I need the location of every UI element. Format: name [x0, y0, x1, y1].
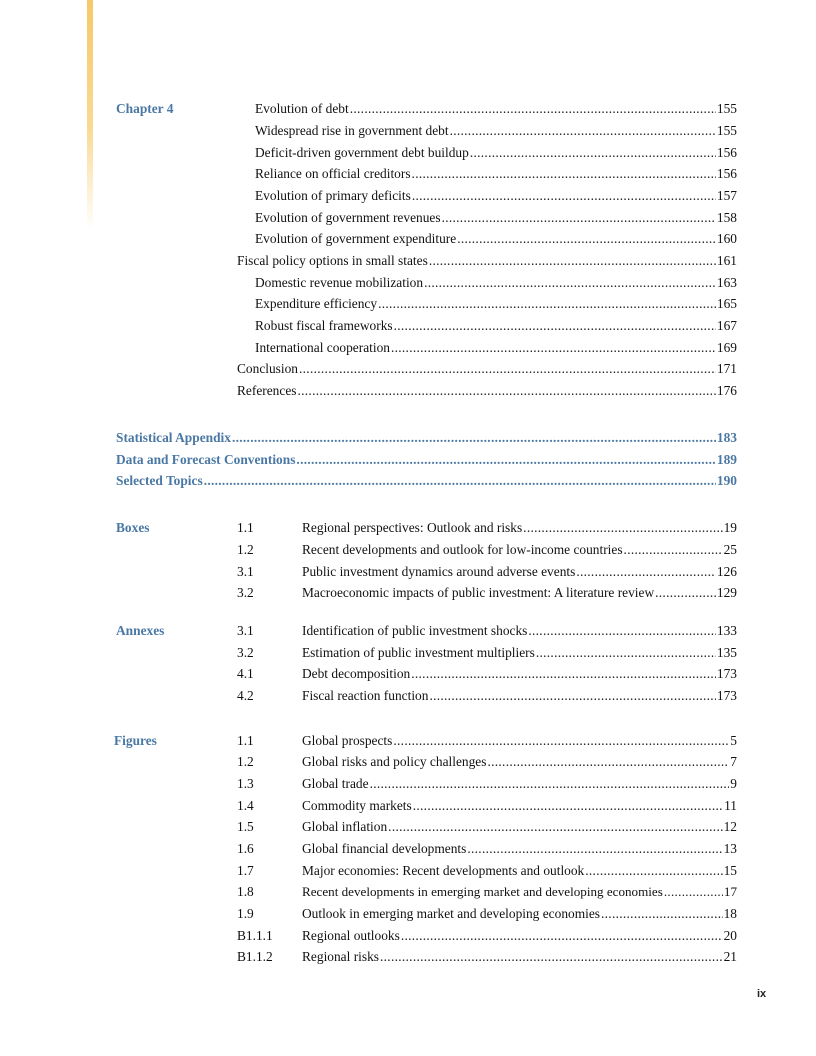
- toc-entry-title: Statistical Appendix: [116, 430, 231, 445]
- toc-entry-page: 173: [716, 666, 737, 681]
- figure-number: B1.1.2: [237, 949, 273, 964]
- toc-entry[interactable]: [302, 947, 737, 967]
- figure-number: 1.1: [237, 733, 254, 748]
- toc-entry[interactable]: [237, 359, 737, 379]
- toc-entry-page: 161: [716, 253, 737, 268]
- toc-entry-page: 12: [723, 819, 737, 834]
- toc-entry[interactable]: [302, 882, 737, 902]
- toc-entry-title: Major economies: Recent developments and outlook: [302, 863, 585, 878]
- toc-entry-page: 135: [716, 645, 737, 660]
- figure-number: 1.2: [237, 754, 254, 769]
- toc-entry-page: 158: [716, 210, 737, 225]
- toc-entry[interactable]: [302, 518, 737, 538]
- toc-entry-page: 160: [716, 231, 737, 246]
- toc-entry-title: Global inflation: [302, 819, 388, 834]
- box-number: 1.1: [237, 520, 254, 535]
- toc-entry[interactable]: [302, 926, 737, 946]
- toc-entry-page: 5: [730, 733, 737, 748]
- toc-entry[interactable]: [302, 540, 737, 560]
- toc-entry-page: 157: [716, 188, 737, 203]
- figure-number: 1.6: [237, 841, 254, 856]
- toc-entry-page: 126: [716, 564, 737, 579]
- toc-entry[interactable]: [237, 381, 737, 401]
- toc-entry-title: Identification of public investment shocks: [302, 623, 528, 638]
- figure-number: 1.4: [237, 798, 254, 813]
- toc-entry-title: Conclusion: [237, 361, 299, 376]
- toc-entry-page: 173: [716, 688, 737, 703]
- box-number: 3.1: [237, 564, 254, 579]
- toc-entry-title: Global financial developments: [302, 841, 467, 856]
- toc-entry-page: 189: [716, 452, 737, 467]
- annex-number: 3.1: [237, 623, 254, 638]
- toc-back-matter-entry[interactable]: [116, 450, 737, 470]
- toc-entry[interactable]: [302, 621, 737, 641]
- toc-entry[interactable]: [302, 583, 737, 603]
- toc-entry-title: Public investment dynamics around adverse events: [302, 564, 576, 579]
- toc-entry-title: Robust fiscal frameworks: [255, 318, 393, 333]
- toc-entry[interactable]: [255, 143, 737, 163]
- toc-entry-page: 7: [730, 754, 737, 769]
- toc-entry[interactable]: [302, 839, 737, 859]
- toc-entry-title: Evolution of government revenues: [255, 210, 441, 225]
- toc-entry[interactable]: [255, 208, 737, 228]
- toc-entry-title: Debt decomposition: [302, 666, 411, 681]
- toc-entry[interactable]: [255, 273, 737, 293]
- toc-entry-title: Data and Forecast Conventions: [116, 452, 296, 467]
- toc-entry-page: 18: [723, 906, 737, 921]
- toc-entry[interactable]: [302, 904, 737, 924]
- toc-entry-page: 190: [716, 473, 737, 488]
- figure-number: 1.8: [237, 884, 254, 899]
- annex-number: 3.2: [237, 645, 254, 660]
- annexes-label: Annexes: [116, 623, 165, 638]
- toc-entry-title: Expenditure efficiency: [255, 296, 378, 311]
- toc-entry-page: 20: [723, 928, 737, 943]
- toc-entry[interactable]: [302, 643, 737, 663]
- chapter-4-label: Chapter 4: [116, 101, 174, 116]
- toc-entry[interactable]: [302, 861, 737, 881]
- toc-entry[interactable]: [255, 229, 737, 249]
- toc-entry-page: 129: [716, 585, 737, 600]
- toc-entry-title: Regional risks: [302, 949, 379, 964]
- toc-back-matter-entry[interactable]: [116, 428, 737, 448]
- toc-entry[interactable]: [255, 316, 737, 336]
- annex-number: 4.2: [237, 688, 254, 703]
- toc-entry-title: Regional outlooks: [302, 928, 400, 943]
- toc-entry-page: 25: [723, 542, 737, 557]
- toc-entry-page: 21: [723, 949, 737, 964]
- toc-entry-title: International cooperation: [255, 340, 390, 355]
- box-number: 1.2: [237, 542, 254, 557]
- toc-entry-title: Widespread rise in government debt: [255, 123, 449, 138]
- toc-entry-title: Global trade: [302, 776, 369, 791]
- toc-entry[interactable]: [302, 774, 737, 794]
- toc-entry[interactable]: [302, 817, 737, 837]
- figure-number: B1.1.1: [237, 928, 273, 943]
- toc-entry[interactable]: [302, 796, 737, 816]
- toc-entry-title: Domestic revenue mobilization: [255, 275, 424, 290]
- figures-label: Figures: [114, 733, 157, 748]
- toc-entry-page: 183: [716, 430, 737, 445]
- toc-entry-title: Deficit-driven government debt buildup: [255, 145, 469, 160]
- toc-entry-title: Evolution of primary deficits: [255, 188, 411, 203]
- toc-entry-page: 169: [716, 340, 737, 355]
- toc-entry-title: Recent developments in emerging market and developing economies: [302, 884, 663, 899]
- page-number: ix: [757, 988, 767, 1000]
- toc-entry-title: Evolution of government expenditure: [255, 231, 457, 246]
- toc-entry-title: Evolution of debt: [255, 101, 349, 116]
- toc-entry-page: 156: [716, 166, 737, 181]
- box-number: 3.2: [237, 585, 254, 600]
- toc-entry[interactable]: [302, 562, 737, 582]
- toc-entry[interactable]: [302, 731, 737, 751]
- figure-number: 1.3: [237, 776, 254, 791]
- toc-entry-title: Macroeconomic impacts of public investment: A literature review: [302, 585, 655, 600]
- toc-entry[interactable]: [302, 664, 737, 684]
- toc-entry-title: Fiscal policy options in small states: [237, 253, 428, 268]
- toc-entry[interactable]: [255, 99, 737, 119]
- toc-entry-page: 17: [723, 884, 737, 899]
- toc-entry-page: 13: [723, 841, 737, 856]
- boxes-label: Boxes: [116, 520, 150, 535]
- toc-entry-title: References: [237, 383, 297, 398]
- toc-back-matter-entry[interactable]: [116, 471, 737, 491]
- toc-entry-page: 155: [716, 101, 737, 116]
- annex-number: 4.1: [237, 666, 254, 681]
- toc-entry[interactable]: [255, 121, 737, 141]
- toc-entry-page: 156: [716, 145, 737, 160]
- toc-entry-page: 165: [716, 296, 737, 311]
- toc-entry-title: Global risks and policy challenges: [302, 754, 487, 769]
- toc-entry-page: 19: [723, 520, 737, 535]
- toc-entry[interactable]: [237, 251, 737, 271]
- toc-entry-title: Estimation of public investment multipliers: [302, 645, 535, 660]
- figure-number: 1.7: [237, 863, 254, 878]
- toc-entry[interactable]: [255, 294, 737, 314]
- toc-entry-page: 171: [716, 361, 737, 376]
- toc-entry-title: Commodity markets: [302, 798, 412, 813]
- margin-accent-bar: [87, 0, 93, 230]
- toc-entry-page: 11: [724, 798, 737, 813]
- toc-entry-page: 167: [716, 318, 737, 333]
- toc-entry-title: Reliance on official creditors: [255, 166, 411, 181]
- toc-entry-page: 9: [730, 776, 737, 791]
- figure-number: 1.5: [237, 819, 254, 834]
- toc-entry-title: Outlook in emerging market and developing economies: [302, 906, 600, 921]
- toc-entry[interactable]: [255, 186, 737, 206]
- toc-entry[interactable]: [255, 338, 737, 358]
- toc-entry-title: Recent developments and outlook for low-income countries: [302, 542, 623, 557]
- toc-entry-title: Fiscal reaction function: [302, 688, 429, 703]
- toc-entry[interactable]: [255, 164, 737, 184]
- toc-entry-title: Global prospects: [302, 733, 393, 748]
- toc-entry-page: 133: [716, 623, 737, 638]
- toc-entry-page: 163: [716, 275, 737, 290]
- toc-entry-title: Selected Topics: [116, 473, 203, 488]
- toc-entry-page: 155: [716, 123, 737, 138]
- figure-number: 1.9: [237, 906, 254, 921]
- toc-entry-page: 15: [723, 863, 737, 878]
- toc-entry[interactable]: [302, 686, 737, 706]
- toc-entry-page: 176: [716, 383, 737, 398]
- toc-entry-title: Regional perspectives: Outlook and risks: [302, 520, 523, 535]
- toc-entry[interactable]: [302, 752, 737, 772]
